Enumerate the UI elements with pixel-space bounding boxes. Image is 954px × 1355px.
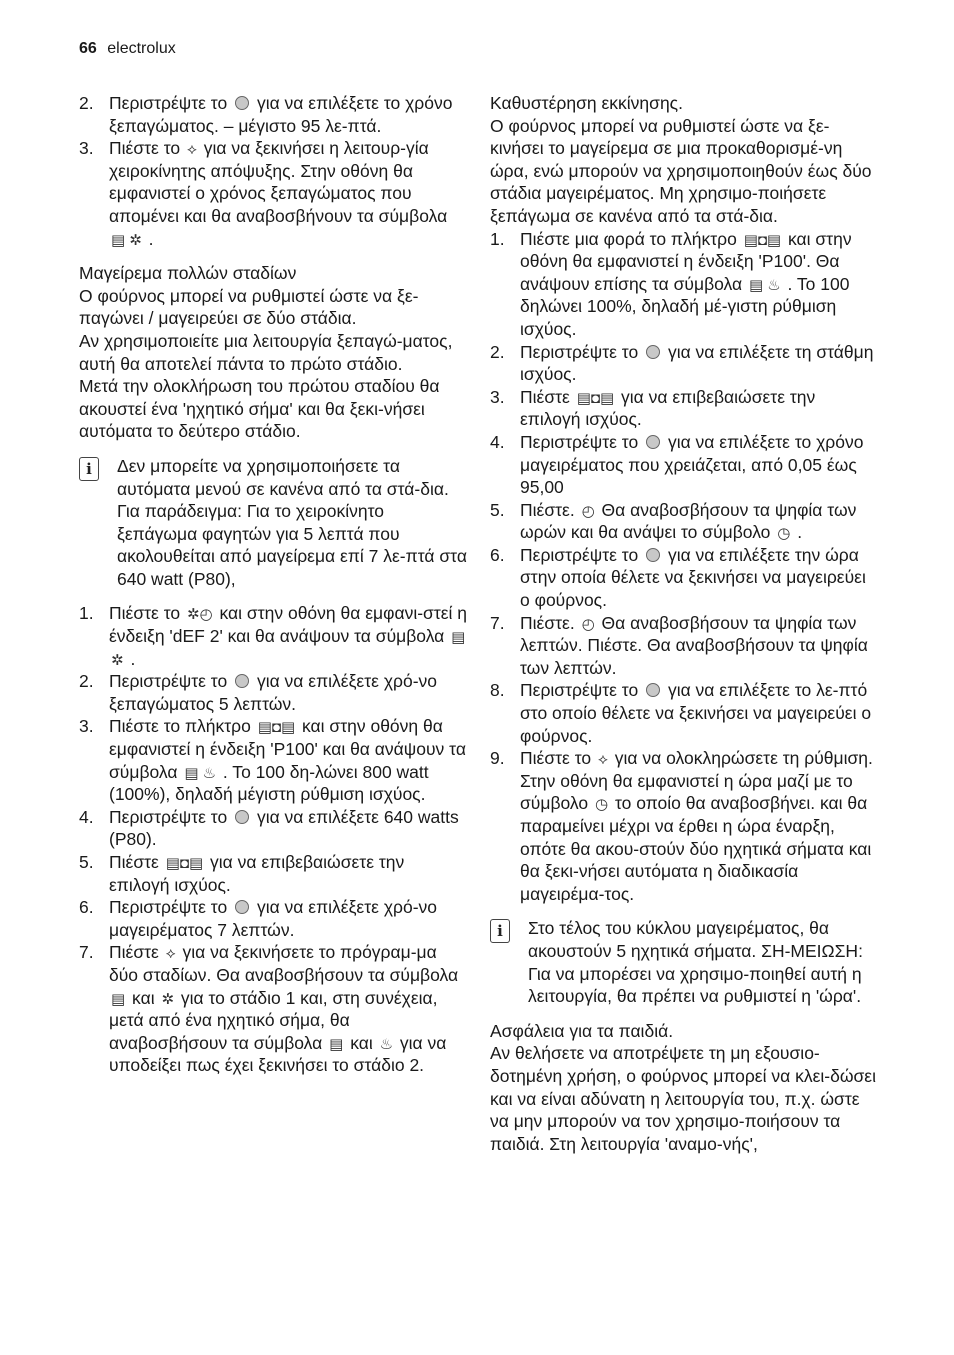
delay-start-steps-list: [490, 228, 880, 906]
knob-icon: [235, 900, 249, 914]
list-item: 2. Περιστρέψτε το για να επιλέξετε τη στάθμη ισχύος.: [490, 341, 874, 385]
list-item: 5. Πιέστε ▤◘▤ για να επιβεβαιώσετε την επιλογή ισχύος.: [79, 852, 405, 895]
page-number: 66: [79, 40, 97, 57]
left-column: [79, 92, 469, 1077]
list-item: 2. Περιστρέψτε το για να επιλέξετε το χρόνο ξεπαγώματος. – μέγιστο 95 λε-πτά.: [79, 93, 453, 136]
info-icon: i: [490, 919, 510, 943]
list-item: 3. Πιέστε το ⟡ για να ξεκινήσει η λειτουρ-γία χειροκίνητης απόψυξης. Στην οθόνη θα εμφανιστεί ο χρόνος ξεπαγώματος που απομένει και θα αναβοσβήνουν τα σύμβολα ▤ ✲ .: [79, 138, 448, 249]
list-item: 9. Πιέστε το ⟡ για να ολοκληρώσετε τη ρύθμιση. Στην οθόνη θα εμφανιστεί η ώρα μαζί με το σύμβολο ◷ το οποίο θα αναβοσβήνει. και θα παραμείνει μέχρι να έρθει η ώρα έναρξη, οπότε θα ακου-στούν δύο ηχητικά σήματα και θα ξεκι-νήσει αυτόματα η διαδικασία μαγειρέμα-τος.: [490, 748, 873, 904]
list-item: 1. Πιέστε το ✲◴ και στην οθόνη θα εμφανι-στεί η ένδειξη 'dEF 2' και θα ανάψουν τα σύμβολα ▤✲ .: [79, 603, 468, 669]
start-icon: ⟡: [165, 945, 176, 963]
power-icon: ♨: [202, 764, 217, 782]
section-heading: Μαγείρεμα πολλών σταδίων: [79, 263, 297, 284]
list-item: 7. Πιέστε ⟡ για να ξεκινήσετε το πρόγραμ-μα δύο σταδίων. Θα αναβοσβήσουν τα σύμβολα ▤ και ✲ για το στάδιο 1 και, στη συνέχεια, μετά από ένα ηχητικό σήμα, θα αναβοσβήσουν τα σύμβολα ▤ και ♨ για να υποδείξει πως έχει ξεκινήσει το στάδιο 2.: [79, 942, 459, 1076]
display-icon: ▤: [111, 231, 126, 249]
page-header: [79, 40, 176, 58]
power-key-icon: ▤◘▤: [743, 231, 782, 249]
defrost-key-icon: ✲◴: [186, 606, 213, 624]
clock-icon: ◷: [777, 525, 791, 543]
list-item: 1. Πιέστε μια φορά το πλήκτρο ▤◘▤ και στην οθόνη θα εμφανιστεί η ένδειξη 'P100'. Θα ανάψουν επίσης τα σύμβολα ▤ ♨ . Το 100 δηλώνει 100%, δηλαδή μέ-γιστη ρύθμιση ισχύος.: [490, 228, 852, 339]
list-item: 3. Πιέστε ▤◘▤ για να επιβεβαιώσετε την επιλογή ισχύος.: [490, 386, 816, 430]
display-icon: ▤: [329, 1035, 344, 1053]
list-item: 8. Περιστρέψτε το για να επιλέξετε το λε-πτό στο οποίο θέλετε να ξεκινήσει να μαγειρεύει ο φούρνος.: [490, 680, 872, 746]
defrost-icon: ✲: [161, 990, 175, 1008]
paragraph: Μετά την ολοκλήρωση του πρώτου σταδίου θα ακουστεί ένα 'ηχητικό σήμα' και θα ξεκι-νήσει αυτόματα το δεύτερο στάδιο.: [79, 376, 440, 442]
display-icon: ▤: [111, 990, 126, 1008]
info-note: i Δεν μπορείτε να χρησιμοποιήσετε τα αυτόματα μενού σε κανένα από τα στά-δια. Για παράδειγμα: Για το χειροκίνητο ξεπάγωμα φαγητών για 5 λεπτά που ακολουθείται από μαγείρεμα επί 7 λε-πτά στα 640 watt (P80),: [79, 455, 469, 591]
power-key-icon: ▤◘▤: [165, 855, 204, 872]
knob-icon: [646, 435, 660, 449]
clock-icon: ◴: [581, 502, 595, 520]
list-item: 4. Περιστρέψτε το για να επιλέξετε 640 watts (P80).: [79, 806, 459, 850]
list-item: 6. Περιστρέψτε το για να επιλέξετε την ώρα στην οποία θέλετε να ξεκινήσει να μαγειρεύει ο φούρνος.: [490, 544, 866, 611]
defrost-icon: ✲: [129, 231, 142, 249]
paragraph: Ο φούρνος μπορεί να ρυθμιστεί ώστε να ξε-κινήσει το μαγείρεμα σε μια προκαθορισμέ-νη ώρα, ενώ μπορούν να χρησιμοποιηθούν έως δύο στάδια μαγειρέματος. Μη χρησιμο-ποιήσετε ξεπάγωμα σε κανένα από τα στά-δια.: [490, 115, 872, 226]
power-key-icon: ▤◘▤: [257, 719, 296, 737]
knob-icon: [235, 674, 249, 688]
list-item: 3. Πιέστε το πλήκτρο ▤◘▤ και στην οθόνη θα εμφανιστεί η ένδειξη 'P100' και θα ανάψουν τα σύμβολα ▤ ♨ . Το 100 δη-λώνει 800 watt (100%), δηλαδή μέγιστη ρύθμιση ισχύος.: [79, 716, 466, 805]
knob-icon: [235, 810, 249, 824]
info-note: i Στο τέλος του κύκλου μαγειρέματος, θα ακουστούν 5 ηχητικά σήματα. ΣΗ-ΜΕΙΩΣΗ: Για να μπορέσει να χρησιμο-ποιηθεί αυτή η λειτουργία, θα πρέπει να ρυθμιστεί η 'ώρα'.: [490, 917, 880, 1007]
defrost-icon: ✲: [111, 651, 124, 669]
section-heading: Ασφάλεια για τα παιδιά.: [490, 1020, 674, 1041]
start-icon: ⟡: [186, 141, 197, 159]
knob-icon: [235, 96, 249, 110]
right-column: [490, 92, 880, 1155]
knob-icon: [646, 345, 660, 359]
clock-icon: ◴: [581, 615, 595, 633]
paragraph: Ο φούρνος μπορεί να ρυθμιστεί ώστε να ξε-παγώνει / μαγειρεύει σε δύο στάδια.: [79, 285, 419, 329]
power-key-icon: ▤◘▤: [576, 389, 615, 407]
power-icon: ♨: [767, 276, 781, 294]
power-icon: ♨: [379, 1035, 394, 1053]
paragraph: Αν θελήσετε να αποτρέψετε τη μη εξουσιο-δοτημένη χρήση, ο φούρνος μπορεί να κλει-δώσει και να είναι αδύνατη η λειτουργία του, π.χ. ώστε να μην μπορούν να τον χρησιμο-ποιήσουν τα παιδιά. Στη λειτουργία 'αναμο-νής',: [490, 1043, 876, 1154]
start-icon: ⟡: [597, 751, 608, 769]
list-item: 4. Περιστρέψτε το για να επιλέξετε το χρόνο μαγειρέματος που χρειάζεται, από 0,05 έως 95,00: [490, 431, 864, 498]
list-item: 5. Πιέστε. ◴ Θα αναβοσβήσουν τα ψηφία των ωρών και θα ανάψει το σύμβολο ◷ .: [490, 499, 857, 543]
paragraph: Αν χρησιμοποιείτε μια λειτουργία ξεπαγώ-ματος, αυτή θα αποτελεί πάντα το πρώτο στάδιο.: [79, 330, 453, 374]
clock-icon: ◷: [595, 796, 609, 814]
list-item: 6. Περιστρέψτε το για να επιλέξετε χρό-νο μαγειρέματος 7 λεπτών.: [79, 897, 437, 940]
multistage-steps-list: [79, 602, 469, 1076]
display-icon: ▤: [184, 764, 199, 782]
info-icon: i: [79, 457, 99, 481]
display-icon: ▤: [451, 629, 466, 647]
brand-name: electrolux: [107, 40, 176, 57]
section-heading: Καθυστέρηση εκκίνησης.: [490, 93, 683, 113]
list-item: 2. Περιστρέψτε το για να επιλέξετε χρό-νο ξεπαγώματος 5 λεπτών.: [79, 671, 437, 714]
list-item: 7. Πιέστε. ◴ Θα αναβοσβήσουν τα ψηφία των λεπτών. Πιέστε. Θα αναβοσβήσουν τα ψηφία των λεπτών.: [490, 612, 868, 678]
display-icon: ▤: [749, 276, 764, 294]
knob-icon: [646, 683, 660, 697]
knob-icon: [646, 548, 660, 562]
defrost-steps-list: [79, 92, 469, 250]
